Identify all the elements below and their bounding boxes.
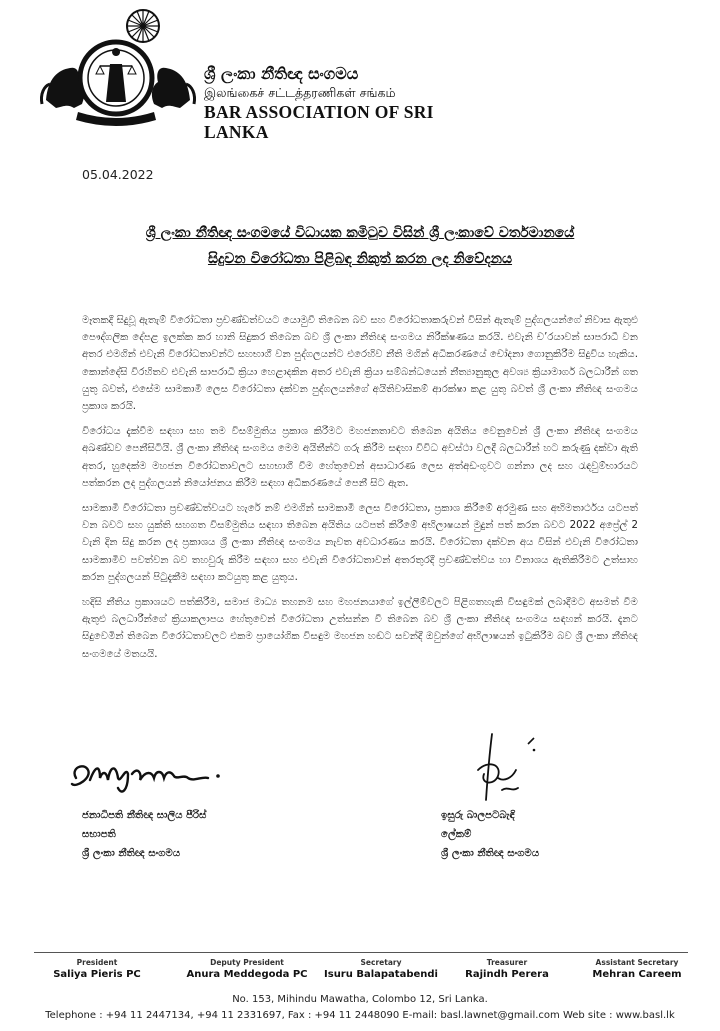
officer-name: Anura Meddegoda PC [186,969,308,980]
body-paragraph: හදිසි නීතිය ප්‍රකාශයට පත්කිරීම, සමාජ මාධ්‍ය තහනම සහ මහජනයාගේ ඉල්ලීම්වලට පිළිගතහැකි විසඳුමක් ලබාදීමට අසමත් වීම ඇතුළු බලධාරීන්ගේ ක්‍රියාකලාපය හේතුවෙන් විරෝධතා උත්සන්න වී තිබෙන බව ශ්‍රී ලංකා නීතිඥ සංගමය සඳහන් කරයි. දැනට සිදුවෙමින් තිබෙන විරෝධතාවලට එකම ප්‍රායෝගික විසඳුම මහජන හඬට සවන්දී ඔවුන්ගේ අභිලාෂයන් ඉටුකිරීම බව ශ්‍රී ලංකා නීතිඥ සංගමයේ මතයයි. [82,597,638,660]
officer-role: Treasurer [486,958,528,967]
officer-secretary [306,958,456,982]
president-signature-icon [66,744,236,804]
document-title [70,220,650,272]
officer-deputy-president [172,958,322,982]
signatory-title: සභාපති [82,829,116,840]
letterhead [38,8,498,142]
title-line: ශ්‍රී ලංකා නීතිඥ සංගමයේ විධායක කමිටුව විසින් ශ්‍රී ලංකාවේ වර්තමානයේ [145,225,575,241]
org-name-sinhala: ශ්‍රී ලංකා නීතිඥ සංගමය [204,64,359,83]
document-date: 05.04.2022 [82,167,154,182]
signatory-org: ශ්‍රී ලංකා නීතිඥ සංගමය [441,848,540,859]
association-crest-icon [38,8,198,128]
signatory-name: ජනාධිපති නීතිඥ සාලිය පීරිස් [82,810,207,821]
footer-divider [34,952,688,953]
document-body [82,312,638,671]
body-paragraph: සාමකාමී විරෝධතා ප්‍රචණ්ඩත්වයට හැරේ නම් එමගින් සාමකාමී ලෙස විරෝධතා, ප්‍රකාශ කිරීමේ අරමුණ සහ අභිමතාර්ථය යටපත් වන බවට සහ යුක්ති සහගත විසම්මුතිය සඳහා තිබෙන අයිතිය යටපත් කිරීමේ අභිලාෂයන් මුදුන් පත් කරන බවට 2022 අප්‍රේල් 2 වැනි දින සිදු කරන ලද ප්‍රකාශය ශ්‍රී ලංකා නීතිඥ සංගමය නැවත අවධාරණය කරයි. විරෝධතා දක්වන අය විසින් එවැනි විරෝධතා සාමකාමීව පවත්වන බව තහවුරු කිරීම සඳහා සහ එවැනි විරෝධතාවන් අතරතුරදී ප්‍රචණ්ඩත්වය හා විනාශය ඇතිකිරීමට උත්සාහ කරන පුද්ගලයන් පිටුදැකීම සඳහා කටයුතු කළ යුතුය. [82,503,638,583]
officer-treasurer [442,958,572,982]
officer-name: Saliya Pieris PC [53,969,141,980]
signatory-secretary [441,806,539,863]
officer-role: Deputy President [210,958,284,967]
signatory-president [82,806,206,863]
org-names [204,64,498,142]
officer-president [32,958,162,982]
officer-role: President [76,958,118,967]
org-name-english: BAR ASSOCIATION OF SRI LANKA [204,102,434,142]
contact-line: Telephone : +94 11 2447134, +94 11 2331697, Fax : +94 11 2448090 E-mail: basl.lawnet@gmail.com Web site : www.basl.lk [45,1010,675,1021]
officer-name: Mehran Careem [592,969,682,980]
body-paragraph: විරෝධය දැක්වීම සඳහා සහ තම විසම්මුතිය ප්‍රකාශ කිරීමට මහජනතාවට තිබෙන අයිතිය වෙනුවෙන් ශ්‍රී ලංකා නීතිඥ සංගමය අඛණ්ඩව පෙනීසිටියි. ශ්‍රී ලංකා නීතිඥ සංගමය මෙම අයිතීන්ට ගරු කිරීම සඳහා විවිධ අවස්ථා වලදී බලධාරීන් හට කරුණු දක්වා ඇති අතර, හුදෙක්ම මහජන විරෝධතාවලට සහභාගී වීම හේතුවෙන් අසාධාරණ ලෙස අත්අඩංගුවට ගන්නා ලද සහ රැඳවුම්භාරයට පත්කරන ලද පුද්ගලයන් නියෝජනය කිරීම සඳහා අධිකරණයේ පෙනී සිට ඇත. [82,426,638,489]
officer-name: Rajindh Perera [465,969,549,980]
officer-role: Assistant Secretary [595,958,679,967]
address-line: No. 153, Mihindu Mawatha, Colombo 12, Sri Lanka. [232,994,488,1005]
title-line: සිදුවන විරෝධතා පිළිබඳ නිකුත් කරන ලද නිවේදනය [207,251,513,267]
officer-role: Secretary [360,958,402,967]
signatory-name: ඉසුරු බාලපටබැඳි [441,810,515,821]
secretary-signature-icon [458,730,538,808]
body-paragraph: මෑතකදී සිදුවූ ඇතැම් විරෝධතා ප්‍රචණ්ඩත්වයට යොමුවී තිබෙන බව සහ විරෝධතාකරුවන් විසින් ඇතැම් පුද්ගලයන්ගේ නිවාස ඇතුළු පෞද්ගලික දේපළ ඉලක්ක කර හානි සිදුකර තිබෙන බව ශ්‍රී ලංකා නීතිඥ සංගමය නිරීක්ෂණය කරයි. එවැනි ච’රයාවන් සාපරාධී වන අතර එමගින් එවැනි විරෝධතාවන්ට සහභාගී වන පුද්ගලයන්ට එරෙහිව නීති මගින් අධිකරණයේ චෝදනා ගොනුකිරීම සිදුවිය හැකිය. කොන්දේසි විරහිතව එවැනි සාපරාධී ක්‍රියා හෙළාදකින අතර එවැනි ක්‍රියා සම්බන්ධයෙන් නීත්‍යානුකූල අවශ්‍ය ක්‍රියාමාර්ග බලධාරීන් ගත යුතු බවත්, එසේම සාමකාමී ලෙස විරෝධතා දක්වන පුද්ගලයන්ගේ අයිතිවාසිකම් ආරක්ෂා කළ යුතු බවත් ශ්‍රී ලංකා නීතිඥ සංගමය ප්‍රකාශ කරයි. [82,315,638,413]
officer-name: Isuru Balapatabendi [324,969,438,980]
officer-list [22,958,702,988]
org-name-tamil: இலங்கைச் சட்டத்தரணிகள் சங்கம் [204,85,396,100]
officer-assistant-secretary [572,958,702,982]
signatory-org: ශ්‍රී ලංකා නීතිඥ සංගමය [82,848,181,859]
signatory-title: ලේකම් [441,829,472,840]
